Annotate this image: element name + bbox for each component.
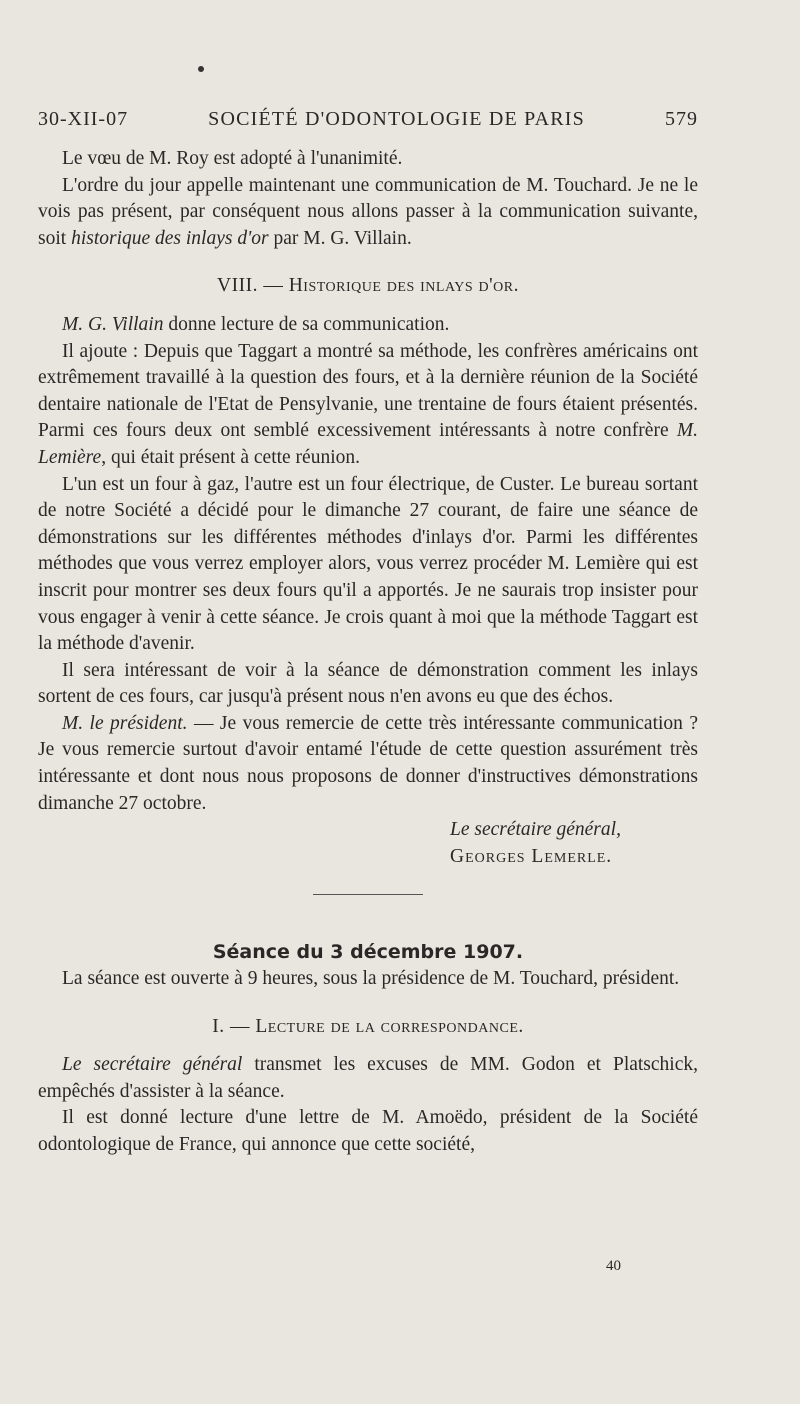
section-heading [38, 273, 698, 300]
paragraph: L'un est un four à gaz, l'autre est un four électrique, de Custer. Le bureau sortant de notre Société a décidé pour le dimanche 27 courant, de faire une séance de démonstrations sur les différentes méthodes d'inlays d'or. Parmi les différentes méthodes que vous verrez employer alors, vous verrez procéder M. Lemière qui est inscrit pour montrer ses deux fours qu'il a apportés. Je ne saurais trop insister pour vous engager à venir à cette séance. Je crois quant à moi que la méthode Taggart est la méthode d'avenir. [38, 473, 698, 655]
italic-run: Le secrétaire général [62, 1054, 243, 1076]
signature-mark: 40 [606, 1258, 621, 1274]
ink-dot [198, 66, 204, 72]
text-run: , qui était présent à cette réunion. [101, 446, 361, 468]
text-run: — Je vous remercie de cette très intéressante communication ? Je vous remercie surtout d'avoir entamé l'étude de cette question assurément très intéressante et dont nous nous proposons de donner d'instructives démonstrations dimanche 27 octobre. [38, 712, 699, 814]
divider-rule [313, 894, 423, 895]
text-run: transmet les excuses de MM. Godon et Platschick, empêchés d'assister à la séance. [38, 1054, 698, 1102]
text-run: par M. G. Villain. [268, 227, 412, 249]
signature-name: Georges Lemerle. [450, 845, 613, 867]
italic-run: M. Lemière [38, 420, 698, 468]
page-body [38, 146, 698, 1159]
section-heading [38, 1014, 698, 1041]
heading-text: Historique des inlays d'or. [288, 275, 519, 297]
heading-number: I. — [212, 1015, 256, 1037]
italic-run: Le secrétaire général, [450, 819, 621, 841]
paragraph [38, 711, 698, 817]
paragraph: Il est donné lecture d'une lettre de M. Amoëdo, président de la Société odontologique de France, qui annonce que cette société, [38, 1107, 698, 1155]
paragraph [38, 173, 698, 253]
text-run: donne lecture de sa communication. [163, 313, 450, 335]
paragraph: Le vœu de M. Roy est adopté à l'unanimité. [62, 148, 403, 169]
italic-run: historique des inlays d'or [71, 227, 269, 249]
running-header [38, 108, 698, 131]
italic-run: M. le président. [62, 712, 188, 734]
text-run: L'ordre du jour appelle maintenant une communication de M. Touchard. Je ne le vois pas présent, par conséquent nous allons passer à la communication suivante, soit [38, 174, 698, 249]
page-number: 579 [665, 108, 698, 130]
signature-role [38, 817, 698, 844]
paragraph: Il sera intéressant de voir à la séance de démonstration comment les inlays sortent de ces fours, car jusqu'à présent nous n'en avons eu que des échos. [38, 659, 698, 708]
heading-text: Lecture de la correspondance. [255, 1015, 524, 1037]
italic-run: M. G. Villain [62, 313, 164, 335]
header-date: 30-XII-07 [38, 108, 129, 130]
paragraph [38, 339, 698, 472]
paragraph [38, 1052, 698, 1105]
heading-number: VIII. — [217, 275, 289, 297]
paragraph [38, 312, 698, 339]
text-run: Il ajoute : Depuis que Taggart a montré sa méthode, les confrères américains ont extrêmement travaillé à la question des fours, et à la dernière réunion de la Société dentaire nationale de l'Etat de Pensylvanie, une trentaine de fours étaient présentés. Parmi ces fours deux ont semblé excessivement intéressants à notre confrère [38, 340, 698, 442]
paragraph: La séance est ouverte à 9 heures, sous la présidence de M. Touchard, président. [62, 968, 680, 990]
header-title: SOCIÉTÉ D'ODONTOLOGIE DE PARIS [208, 108, 585, 130]
session-title: Séance du 3 décembre 1907. [212, 941, 524, 964]
